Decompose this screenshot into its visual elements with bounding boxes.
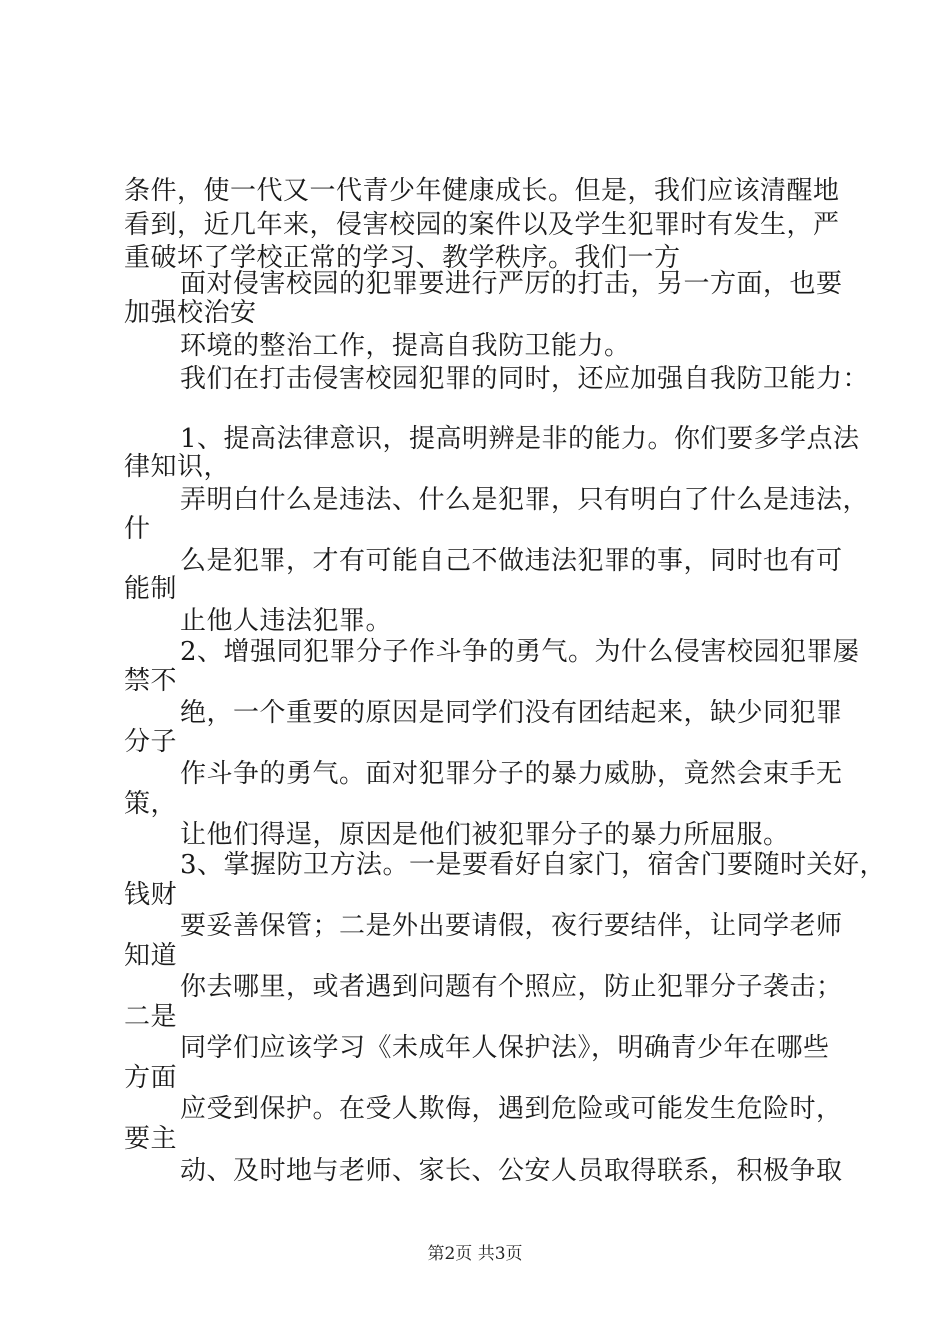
text-line: 二是 <box>124 1002 178 1032</box>
text-line: 方面 <box>124 1063 178 1093</box>
text-line: 2、增强同犯罪分子作斗争的勇气。为什么侵害校园犯罪屡 <box>180 637 860 667</box>
text-line: 面对侵害校园的犯罪要进行严厉的打击，另一方面，也要 <box>180 269 843 299</box>
text-line: 应受到保护。在受人欺侮，遇到危险或可能发生危险时， <box>180 1094 843 1124</box>
text-line: 分子 <box>124 727 178 757</box>
text-line: 动、及时地与老师、家长、公安人员取得联系，积极争取 <box>180 1156 843 1186</box>
text-line: 重破坏了学校正常的学习、教学秩序。我们一方 <box>124 243 681 273</box>
text-line: 要妥善保管；二是外出要请假，夜行要结伴，让同学老师 <box>180 911 843 941</box>
text-line: 作斗争的勇气。面对犯罪分子的暴力威胁，竟然会束手无 <box>180 759 843 789</box>
text-line: 3、掌握防卫方法。一是要看好自家门，宿舍门要随时关好， <box>180 850 887 880</box>
text-line: 么是犯罪，才有可能自己不做违法犯罪的事，同时也有可 <box>180 546 843 576</box>
text-line: 看到，近几年来，侵害校园的案件以及学生犯罪时有发生，严 <box>124 210 840 240</box>
text-line: 条件，使一代又一代青少年健康成长。但是，我们应该清醒地 <box>124 176 840 206</box>
text-line: 策， <box>124 789 178 819</box>
text-line: 让他们得逞，原因是他们被犯罪分子的暴力所屈服。 <box>180 820 790 850</box>
text-line: 禁不 <box>124 666 178 696</box>
text-line: 止他人违法犯罪。 <box>180 606 393 636</box>
text-line: 弄明白什么是违法、什么是犯罪，只有明白了什么是违法， <box>180 485 870 515</box>
text-line: 环境的整治工作，提高自我防卫能力。 <box>180 331 631 361</box>
text-line: 加强校治安 <box>124 298 257 328</box>
text-line: 知道 <box>124 941 178 971</box>
text-line: 你去哪里，或者遇到问题有个照应，防止犯罪分子袭击； <box>180 972 843 1002</box>
text-line: 绝，一个重要的原因是同学们没有团结起来，缺少同犯罪 <box>180 698 843 728</box>
text-line: 钱财 <box>124 880 178 910</box>
text-line: 1、提高法律意识，提高明辨是非的能力。你们要多学点法 <box>180 424 860 454</box>
text-line: 什 <box>124 514 151 544</box>
text-line: 要主 <box>124 1124 178 1154</box>
text-line: 能制 <box>124 574 178 604</box>
page-number-footer: 第2页 共3页 <box>427 1244 523 1264</box>
text-line: 同学们应该学习《未成年人保护法》，明确青少年在哪些 <box>180 1033 830 1063</box>
text-line: 律知识， <box>124 452 231 482</box>
text-line: 我们在打击侵害校园犯罪的同时，还应加强自我防卫能力： <box>180 364 870 394</box>
